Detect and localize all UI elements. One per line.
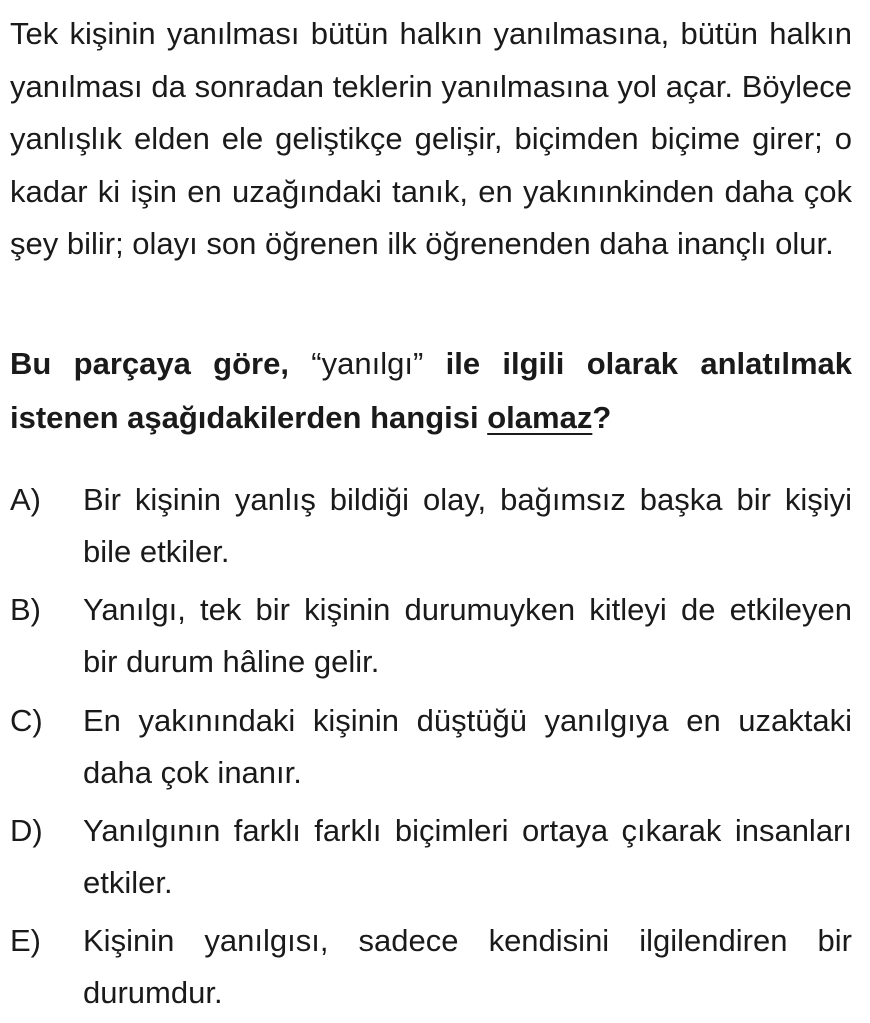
question-mark: ? <box>592 400 612 435</box>
option-c-text: En yakınındaki kişinin düştüğü yanılgıya en uzaktaki daha çok inanır. <box>83 703 852 790</box>
passage-text: Tek kişinin yanılması bütün halkın yanılmasına, bütün halkın yanılması da sonradan teklerin yanılmasına yol açar. Böylece yanlışlık elden ele geliştikçe gelişir, biçimden biçime girer; o kadar ki işin en uzağındaki tanık, en yakınınkinden daha çok şey bilir; olayı son öğrenen ilk öğrenenden daha inançlı olur. <box>10 16 852 261</box>
option-e-text: Kişinin yanılgısı, sadece kendisini ilgilendiren bir durumdur. <box>83 923 852 1010</box>
option-b-letter: B) <box>10 592 41 627</box>
option-e-letter: E) <box>10 923 41 958</box>
option-d-letter: D) <box>10 813 43 848</box>
option-c[interactable] <box>10 695 852 805</box>
option-d-text: Yanılgının farklı farklı biçimleri ortaya çıkarak insanları etkiler. <box>83 813 852 900</box>
question-negation-word: olamaz <box>487 400 593 435</box>
option-a-letter: A) <box>10 482 41 517</box>
answer-options <box>10 474 852 1023</box>
option-d[interactable] <box>10 805 852 915</box>
question-quoted-term: “yanılgı” <box>311 346 424 381</box>
question-part-1: Bu parçaya göre, <box>10 346 312 381</box>
option-a-text: Bir kişinin yanlış bildiği olay, bağımsız başka bir kişiyi bile etkiler. <box>83 482 852 569</box>
question-part-2: ile ilgili olarak anlatılmak istenen aşağıdakilerden hangisi <box>10 346 852 435</box>
option-c-letter: C) <box>10 703 43 738</box>
option-e[interactable] <box>10 915 852 1023</box>
option-b-text: Yanılgı, tek bir kişinin durumuyken kitleyi de etkileyen bir durum hâline gelir. <box>83 592 852 679</box>
option-a[interactable] <box>10 474 852 584</box>
option-b[interactable] <box>10 584 852 695</box>
question-stem <box>10 337 852 445</box>
